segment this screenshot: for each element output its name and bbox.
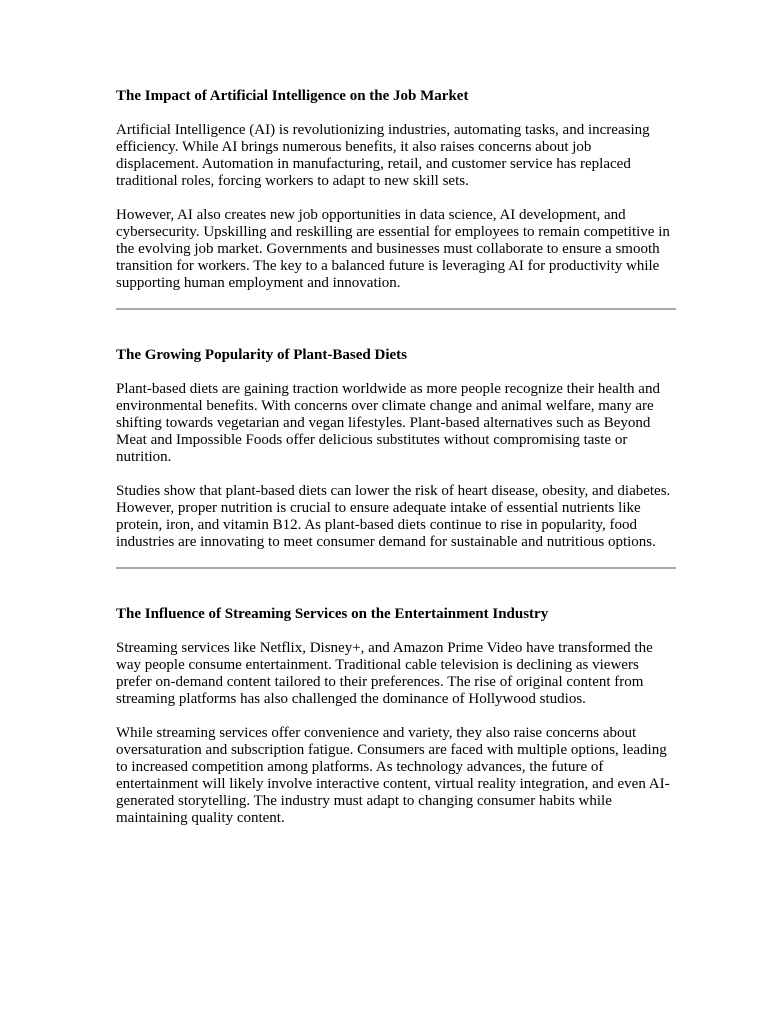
document-page	[116, 88, 676, 827]
article-streaming-services	[116, 606, 676, 827]
section-divider	[116, 308, 676, 310]
article-paragraph: Plant-based diets are gaining traction worldwide as more people recognize their health and environmental benefits. With concerns over climate change and animal welfare, many are shifting towards vegetarian and vegan lifestyles. Plant-based alternatives such as Beyond Meat and Impossible Foods offer delicious substitutes without compromising taste or nutrition.	[116, 381, 660, 465]
article-title: The Growing Popularity of Plant-Based Diets	[116, 347, 407, 363]
article-paragraph: Streaming services like Netflix, Disney+, and Amazon Prime Video have transformed the way people consume entertainment. Traditional cable television is declining as viewers prefer on-demand content tailored to their preferences. The rise of original content from streaming platforms has also challenged the dominance of Hollywood studios.	[116, 640, 653, 707]
article-paragraph: However, AI also creates new job opportunities in data science, AI development, and cybersecurity. Upskilling and reskilling are essential for employees to remain competitive in the evolving job market. Governments and businesses must collaborate to ensure a smooth transition for workers. The key to a balanced future is leveraging AI for productivity while supporting human employment and innovation.	[116, 207, 670, 291]
article-title: The Impact of Artificial Intelligence on the Job Market	[116, 88, 469, 104]
section-divider	[116, 567, 676, 569]
article-ai-job-market	[116, 88, 676, 292]
article-paragraph: While streaming services offer convenience and variety, they also raise concerns about oversaturation and subscription fatigue. Consumers are faced with multiple options, leading to increased competition among platforms. As technology advances, the future of entertainment will likely involve interactive content, virtual reality integration, and even AI-generated storytelling. The industry must adapt to changing consumer habits while maintaining quality content.	[116, 725, 670, 826]
article-title: The Influence of Streaming Services on the Entertainment Industry	[116, 606, 549, 622]
article-paragraph: Artificial Intelligence (AI) is revolutionizing industries, automating tasks, and increasing efficiency. While AI brings numerous benefits, it also raises concerns about job displacement. Automation in manufacturing, retail, and customer service has replaced traditional roles, forcing workers to adapt to new skill sets.	[116, 122, 650, 189]
article-plant-based-diets	[116, 347, 676, 551]
article-paragraph: Studies show that plant-based diets can lower the risk of heart disease, obesity, and diabetes. However, proper nutrition is crucial to ensure adequate intake of essential nutrients like protein, iron, and vitamin B12. As plant-based diets continue to rise in popularity, food industries are innovating to meet consumer demand for sustainable and nutritious options.	[116, 483, 671, 550]
